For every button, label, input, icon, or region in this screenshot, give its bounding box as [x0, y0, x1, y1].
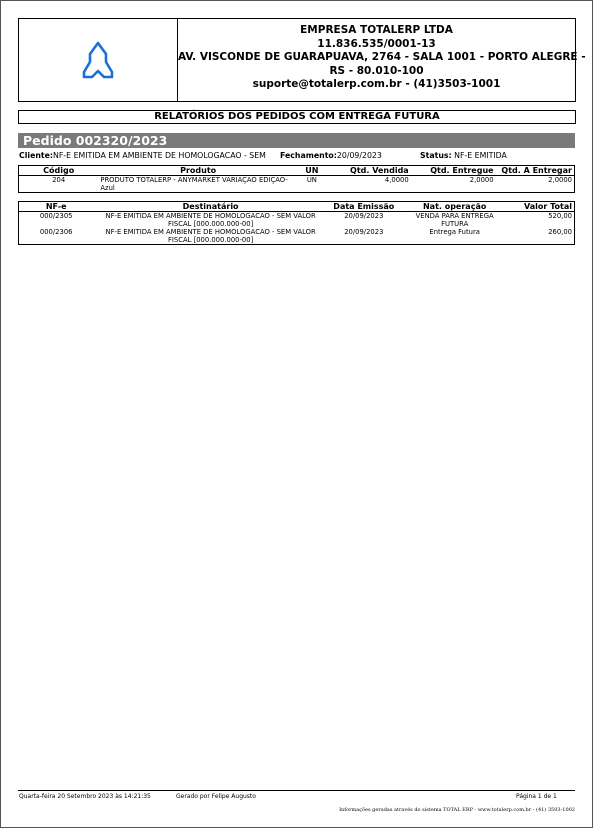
report-title: RELATÓRIOS DOS PEDIDOS COM ENTREGA FUTURA	[18, 110, 576, 124]
invoice-recipient: NF-E EMITIDA EM AMBIENTE DE HOMOLOGACAO - SEM VALOR FISCAL [000.000.000-00]	[105, 212, 316, 228]
invoice-date: 20/09/2023	[344, 228, 384, 236]
company-header	[18, 18, 586, 102]
footer-divider	[18, 790, 575, 791]
invoice-number: 000/2306	[39, 228, 73, 236]
company-address-line2: RS - 80.010-100	[329, 64, 424, 77]
col-header-product: Produto	[98, 166, 298, 176]
invoice-operation: VENDA PARA ENTREGA FUTURA	[415, 212, 494, 228]
product-qty-delivered: 2,0000	[469, 176, 494, 184]
company-cnpj: 11.836.535/0001-13	[317, 37, 436, 50]
order-title: Pedido 002320/2023	[18, 133, 575, 148]
company-name: EMPRESA TOTALERP LTDA	[300, 24, 453, 36]
product-qty-sold: 4,0000	[384, 176, 409, 184]
col-header-issue-date: Data Emissão	[328, 202, 400, 212]
table-row	[19, 176, 575, 193]
invoice-total: 520,00	[548, 212, 572, 220]
footer-page-number: Página 1 de 1	[516, 793, 557, 800]
products-table	[18, 165, 575, 193]
invoice-date: 20/09/2023	[344, 212, 384, 220]
closing-value: 20/09/2023	[336, 151, 382, 160]
footer-generated-by: Gerado por Felipe Augusto	[176, 793, 256, 800]
invoice-recipient: NF-E EMITIDA EM AMBIENTE DE HOMOLOGACAO - SEM VALOR FISCAL [000.000.000-00]	[105, 228, 316, 244]
col-header-code: Código	[19, 166, 99, 176]
col-header-qty-to-deliver: Qtd. A Entregar	[496, 166, 575, 176]
client-label: Cliente:	[19, 151, 54, 160]
company-info	[178, 24, 586, 92]
invoice-total: 260,00	[548, 228, 572, 236]
client-value: NF-E EMITIDA EM AMBIENTE DE HOMOLOGACAO - SEM	[53, 151, 266, 160]
product-code: 204	[52, 176, 66, 184]
table-row	[19, 228, 575, 245]
company-contact: suporte@totalerp.com.br - (41)3503-1001	[252, 78, 501, 91]
product-name: PRODUTO TOTALERP - ANYMARKET VARIAÇÃO EDIÇÃO- Azul	[100, 176, 288, 192]
footer-datetime: Quarta-feira 20 Setembro 2023 às 14:21:35	[19, 793, 151, 800]
col-header-nfe: NF-e	[19, 202, 94, 212]
company-address-line1: AV. VISCONDE DE GUARAPUAVA, 2764 - SALA 1001 - PORTO ALEGRE -	[178, 51, 586, 64]
status-label: Status:	[420, 151, 452, 160]
status-info	[420, 151, 507, 160]
col-header-qty-delivered: Qtd. Entregue	[411, 166, 496, 176]
house-outline-icon	[81, 40, 115, 80]
closing-info	[280, 151, 382, 160]
col-header-operation: Nat. operação	[400, 202, 510, 212]
invoices-header-row	[19, 202, 575, 212]
invoice-operation: Entrega Futura	[429, 228, 480, 236]
footer-system-note: Informações geradas através do sistema TOTAL ERP - www.totalerp.com.br - (41) 3503-1002	[339, 807, 575, 813]
col-header-un: UN	[298, 166, 326, 176]
product-qty-to-deliver: 2,0000	[548, 176, 572, 184]
product-un: UN	[306, 176, 317, 184]
client-info	[19, 151, 266, 160]
table-row	[19, 212, 575, 229]
col-header-total: Valor Total	[510, 202, 575, 212]
products-header-row	[19, 166, 575, 176]
status-value: NF-E EMITIDA	[454, 151, 507, 160]
col-header-qty-sold: Qtd. Vendida	[326, 166, 411, 176]
invoice-number: 000/2305	[39, 212, 73, 220]
closing-label: Fechamento:	[280, 151, 337, 160]
logo-cell	[19, 19, 178, 101]
invoices-table	[18, 201, 575, 245]
col-header-recipient: Destinatário	[93, 202, 327, 212]
